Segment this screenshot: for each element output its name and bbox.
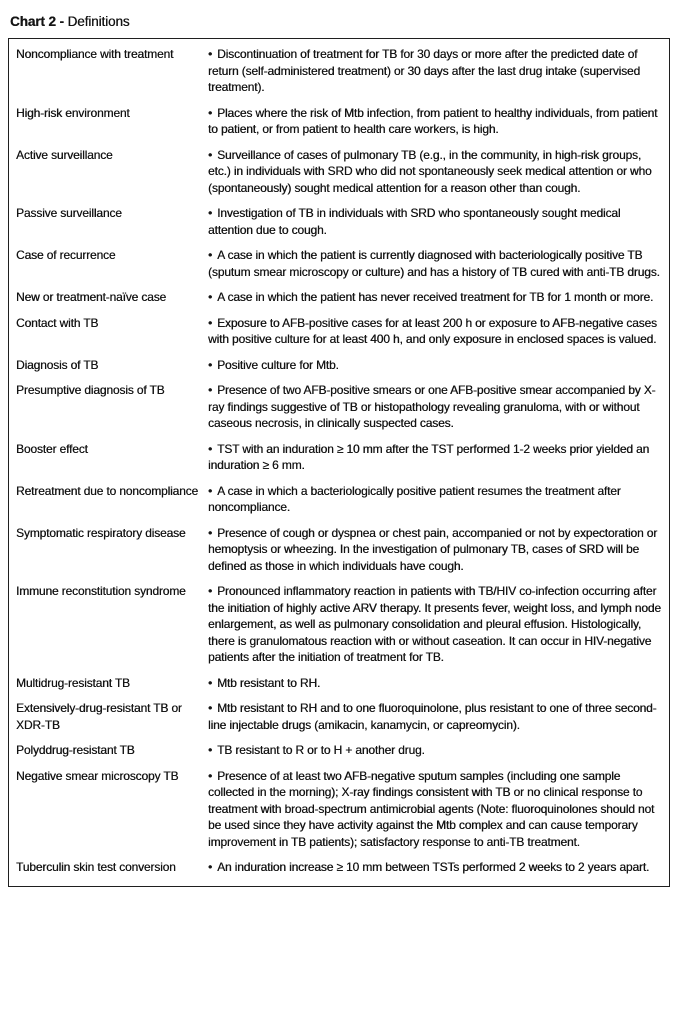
definition-text: A case in which a bacteriologically positive patient resumes the treatment after noncompliance. <box>208 483 621 514</box>
term-cell: Extensively-drug-resistant TB or XDR-TB <box>16 701 182 732</box>
definition-row <box>16 483 661 516</box>
definition-row <box>16 859 661 876</box>
bullet-icon: • <box>208 206 213 220</box>
definition-row <box>16 147 661 197</box>
bullet-icon: • <box>208 105 213 120</box>
term-cell: Immune reconstitution syndrome <box>16 584 186 598</box>
definition-text: Mtb resistant to RH. <box>217 675 321 690</box>
definition-text: Presence of at least two AFB-negative sputum samples (including one sample collected in the morning); X-ray findings consistent with TB or no clinical response to treatment with broad-spectrum antimicrobial agents (Note: fluoroquinolones should not be used since they have activity against the Mtb complex and can cause temporary improvement in TB patients); satisfactory response to anti-TB treatment. <box>208 768 655 849</box>
definition-text: Exposure to AFB-positive cases for at least 200 h or exposure to AFB-negative cases with positive culture for at least 400 h, and only exposure in enclosed spaces is valued. <box>208 315 657 346</box>
term-cell: Case of recurrence <box>16 248 116 262</box>
definition-row <box>16 525 661 575</box>
definition-cell <box>208 315 661 348</box>
definition-row <box>16 768 661 851</box>
term-cell: Negative smear microscopy TB <box>16 768 179 783</box>
definition-cell <box>208 768 661 851</box>
term-cell: Retreatment due to noncompliance <box>16 483 198 498</box>
bullet-icon: • <box>208 441 213 456</box>
definition-cell <box>208 441 661 474</box>
definition-text: Places where the risk of Mtb infection, from patient to healthy individuals, from patient to patient, or from patient to health care workers, is high. <box>208 105 658 136</box>
definition-cell <box>208 147 661 197</box>
definition-row <box>16 583 661 666</box>
term-cell: Active surveillance <box>16 147 113 162</box>
definition-text: An induration increase ≥ 10 mm between TSTs performed 2 weeks to 2 years apart. <box>217 860 650 874</box>
definition-cell <box>208 525 661 575</box>
definition-row <box>16 105 661 138</box>
definitions-table <box>8 38 670 887</box>
definition-row <box>16 205 661 238</box>
term-cell: Passive surveillance <box>16 206 122 220</box>
bullet-icon: • <box>208 147 213 162</box>
definition-row <box>16 700 661 733</box>
term-cell: Presumptive diagnosis of TB <box>16 383 165 397</box>
definition-text: Surveillance of cases of pulmonary TB (e.g., in the community, in high-risk groups, etc.) in individuals with SRD who did not spontaneously seek medical attention or who (spontaneously) sought medical attention for a reason other than cough. <box>208 147 652 195</box>
definition-cell <box>208 46 661 96</box>
definition-cell <box>208 700 661 733</box>
definition-text: TB resistant to R or to H + another drug. <box>217 743 425 757</box>
definition-cell <box>208 247 661 280</box>
definition-text: Mtb resistant to RH and to one fluoroquinolone, plus resistant to one of three second-line injectable drugs (amikacin, kanamycin, or capreomycin). <box>208 701 657 732</box>
definition-row <box>16 441 661 474</box>
bullet-icon: • <box>208 743 213 757</box>
definition-cell <box>208 357 661 374</box>
bullet-icon: • <box>208 584 213 598</box>
chart-title <box>10 14 670 30</box>
definition-text: Discontinuation of treatment for TB for 30 days or more after the predicted date of return (self-administered treatment) or 30 days after the last drug intake (supervised treatment). <box>208 47 640 94</box>
definition-text: Investigation of TB in individuals with SRD who spontaneously sought medical attention due to cough. <box>208 206 621 237</box>
definition-cell <box>208 675 661 692</box>
bullet-icon: • <box>208 768 213 783</box>
bullet-icon: • <box>208 383 213 397</box>
bullet-icon: • <box>208 860 213 874</box>
term-cell: Booster effect <box>16 441 88 456</box>
definition-cell <box>208 382 661 432</box>
chart-title-text: Definitions <box>67 14 130 29</box>
term-cell: Tuberculin skin test conversion <box>16 860 176 874</box>
term-cell: Contact with TB <box>16 315 99 330</box>
definition-row <box>16 382 661 432</box>
definition-cell <box>208 742 661 759</box>
definition-row <box>16 247 661 280</box>
term-cell: Diagnosis of TB <box>16 357 99 372</box>
bullet-icon: • <box>208 675 213 690</box>
bullet-icon: • <box>208 248 213 262</box>
definition-text: Pronounced inflammatory reaction in patients with TB/HIV co-infection occurring after the initiation of highly active ARV therapy. It presents fever, weight loss, and lymph node enlargement, as well as pulmonary consolidation and pleural effusion. Histologically, there is granulomatous reaction with or without caseation. It can occur in HIV-negative patients after the initiation of treatment for TB. <box>208 584 661 664</box>
definition-cell <box>208 583 661 666</box>
definition-row <box>16 675 661 692</box>
definition-cell <box>208 859 661 876</box>
term-cell: Polyddrug-resistant TB <box>16 743 135 757</box>
bullet-icon: • <box>208 315 213 330</box>
chart-title-label: Chart 2 - <box>10 14 64 29</box>
definition-text: Positive culture for Mtb. <box>217 357 339 372</box>
definition-row <box>16 742 661 759</box>
definition-row <box>16 289 661 306</box>
definition-text: Presence of two AFB-positive smears or one AFB-positive smear accompanied by X-ray findings suggestive of TB or histopathology revealing granuloma, with or without caseous necrosis, in clinically suspected cases. <box>208 383 656 430</box>
definition-cell <box>208 205 661 238</box>
term-cell: Noncompliance with treatment <box>16 47 174 61</box>
term-cell: Multidrug-resistant TB <box>16 675 130 690</box>
bullet-icon: • <box>208 47 213 61</box>
definition-row <box>16 46 661 96</box>
bullet-icon: • <box>208 357 213 372</box>
definition-row <box>16 315 661 348</box>
definition-text: TST with an induration ≥ 10 mm after the TST performed 1-2 weeks prior yielded an induration ≥ 6 mm. <box>208 441 650 472</box>
bullet-icon: • <box>208 701 213 715</box>
bullet-icon: • <box>208 525 213 540</box>
bullet-icon: • <box>208 290 213 304</box>
definition-text: A case in which the patient is currently diagnosed with bacteriologically positive TB (sputum smear microscopy or culture) and has a history of TB cured with anti-TB drugs. <box>208 248 660 279</box>
term-cell: Symptomatic respiratory disease <box>16 525 186 540</box>
definition-cell <box>208 105 661 138</box>
definition-cell <box>208 483 661 516</box>
term-cell: New or treatment-naïve case <box>16 290 167 304</box>
definition-cell <box>208 289 661 306</box>
term-cell: High-risk environment <box>16 105 130 120</box>
definition-text: A case in which the patient has never received treatment for TB for 1 month or more. <box>217 290 654 304</box>
definition-row <box>16 357 661 374</box>
bullet-icon: • <box>208 483 213 498</box>
definition-text: Presence of cough or dyspnea or chest pain, accompanied or not by expectoration or hemoptysis or wheezing. In the investigation of pulmonary TB, cases of SRD will be defined as those in which individuals have cough. <box>208 525 658 573</box>
